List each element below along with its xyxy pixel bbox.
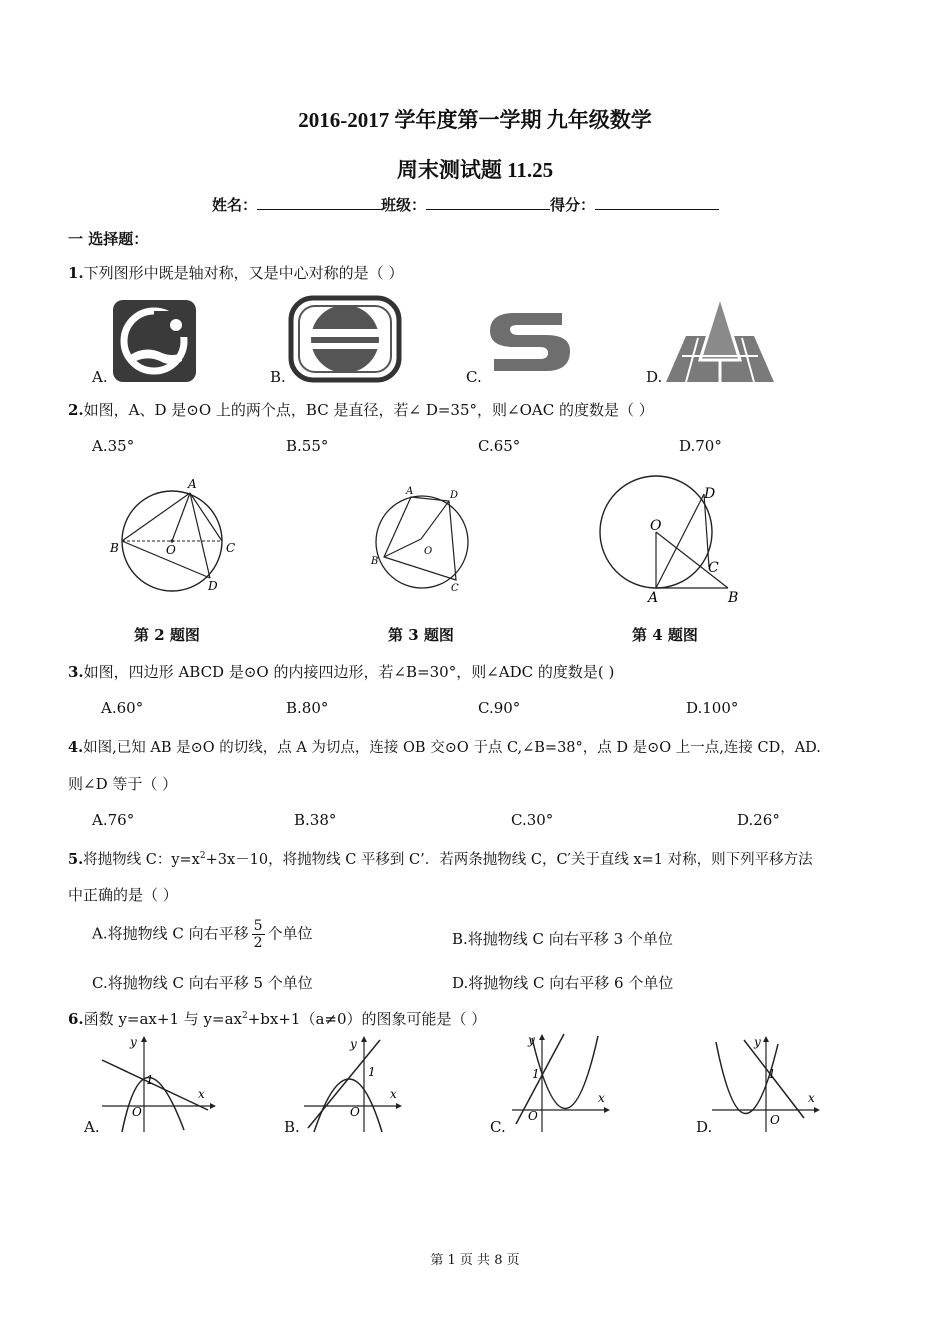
- option-text-post: 个单位: [267, 924, 313, 943]
- page-title: 2016-2017 学年度第一学期 九年级数学: [298, 108, 652, 132]
- origin-label: O: [350, 1105, 360, 1119]
- q2-option-c[interactable]: C.65°: [478, 437, 521, 455]
- student-info-row: [212, 194, 719, 215]
- axis-y-label: y: [130, 1035, 137, 1049]
- question-text: 将抛物线 C：y=x: [83, 852, 200, 868]
- logo-d-image: [662, 294, 778, 384]
- question-1: [68, 262, 403, 283]
- fraction: [252, 918, 265, 951]
- question-4: [68, 736, 821, 757]
- question-number: 2.: [68, 401, 84, 419]
- score-label: 得分：: [550, 196, 596, 214]
- label-b: B: [110, 541, 119, 555]
- axis-x-label: x: [598, 1091, 605, 1105]
- q3-option-d[interactable]: D.100°: [686, 699, 739, 717]
- origin-label: O: [770, 1113, 780, 1127]
- graph-d: [708, 1034, 828, 1134]
- label-a: A: [648, 590, 659, 606]
- label-c: C: [451, 583, 459, 594]
- intercept-label: 1: [768, 1067, 776, 1081]
- section-heading: 一 选择题：: [68, 230, 149, 248]
- label-c: C: [226, 541, 236, 555]
- logo-b-image: [288, 295, 402, 383]
- option-text: A.将抛物线 C 向右平移: [92, 924, 249, 943]
- q2-option-d[interactable]: D.70°: [679, 437, 722, 455]
- label-o: O: [650, 518, 662, 534]
- figure-4-diagram: [596, 474, 746, 608]
- axis-x-label: x: [808, 1091, 815, 1105]
- label-d: D: [450, 490, 459, 501]
- axis-y-label: y: [528, 1033, 535, 1047]
- q4-option-c[interactable]: C.30°: [511, 811, 554, 829]
- question-number: 4.: [68, 739, 84, 756]
- label-c: C: [708, 560, 719, 576]
- q5-option-d[interactable]: D.将抛物线 C 向右平移 6 个单位: [452, 974, 674, 992]
- q3-option-b[interactable]: B.80°: [286, 699, 329, 717]
- q6-option-c[interactable]: C.: [490, 1118, 506, 1136]
- q5-option-c[interactable]: C.将抛物线 C 向右平移 5 个单位: [92, 974, 313, 992]
- figure-3-caption: 第 3 题图: [388, 626, 454, 644]
- intercept-label: 1: [146, 1073, 154, 1087]
- question-text: 如图，A、D 是⊙O 上的两个点，BC 是直径，若∠ D=35°，则∠OAC 的度数是（ ）: [83, 401, 654, 419]
- name-blank[interactable]: [257, 195, 381, 210]
- label-b: B: [371, 556, 379, 567]
- question-5-line2: 中正确的是（ ）: [68, 886, 178, 904]
- q3-option-a[interactable]: A.60°: [101, 699, 144, 717]
- q5-option-a[interactable]: [92, 918, 313, 951]
- question-text: 下列图形中既是轴对称，又是中心对称的是（ ）: [83, 264, 404, 282]
- question-2: [68, 399, 654, 420]
- question-5: [68, 848, 813, 869]
- label-b: B: [728, 590, 739, 606]
- q6-option-b[interactable]: B.: [284, 1118, 300, 1136]
- label-a: A: [188, 477, 197, 491]
- fraction-denominator: 2: [253, 935, 263, 951]
- q2-option-b[interactable]: B.55°: [286, 437, 329, 455]
- graph-a: [98, 1034, 218, 1134]
- axis-x-label: x: [390, 1087, 397, 1101]
- class-label: 班级：: [381, 196, 427, 214]
- q4-option-a[interactable]: A.76°: [92, 811, 135, 829]
- question-number: 5.: [68, 851, 84, 868]
- origin-label: O: [132, 1105, 142, 1119]
- score-blank[interactable]: [595, 195, 719, 210]
- graph-b: [300, 1034, 410, 1134]
- question-number: 6.: [68, 1010, 84, 1028]
- logo-c-image: [484, 305, 574, 375]
- label-o: O: [166, 543, 176, 557]
- intercept-label: 1: [368, 1065, 376, 1079]
- question-text: 如图,已知 AB 是⊙O 的切线，点 A 为切点，连接 OB 交⊙O 于点 C,∠B=38°，点 D 是⊙O 上一点,连接 CD，AD.: [83, 740, 821, 756]
- fraction-numerator: 5: [253, 918, 263, 934]
- name-label: 姓名：: [212, 196, 258, 214]
- q5-option-b[interactable]: B.将抛物线 C 向右平移 3 个单位: [452, 930, 673, 948]
- figure-2-diagram: [104, 474, 244, 598]
- intercept-label: 1: [532, 1067, 540, 1081]
- logo-a-image: [110, 297, 200, 385]
- q6-option-a[interactable]: A.: [84, 1118, 100, 1136]
- question-number: 3.: [68, 663, 84, 681]
- q1-option-c[interactable]: C.: [466, 368, 482, 386]
- q6-option-d[interactable]: D.: [696, 1118, 713, 1136]
- question-number: 1.: [68, 264, 84, 282]
- axis-x-label: x: [198, 1087, 205, 1101]
- page-subtitle: 周末测试题 11.25: [396, 158, 554, 182]
- page-number-footer: 第 1 页 共 8 页: [430, 1253, 520, 1268]
- q2-option-a[interactable]: A.35°: [92, 437, 135, 455]
- q4-option-d[interactable]: D.26°: [737, 811, 780, 829]
- origin-label: O: [528, 1109, 538, 1123]
- question-text-cont: +bx+1（a≠0）的图象可能是（ ）: [247, 1010, 487, 1028]
- axis-y-label: y: [350, 1037, 357, 1051]
- question-text-cont: +3x－10，将抛物线 C 平移到 C’．若两条抛物线 C，C′关于直线 x=1 对称，则下列平移方法: [205, 852, 813, 868]
- q4-option-b[interactable]: B.38°: [294, 811, 337, 829]
- figure-3-diagram: [366, 484, 478, 594]
- axis-y-label: y: [754, 1035, 761, 1049]
- label-o: O: [424, 546, 433, 557]
- figure-2-caption: 第 2 题图: [134, 626, 200, 644]
- exponent: 2: [241, 1011, 248, 1021]
- question-text: 如图，四边形 ABCD 是⊙O 的内接四边形，若∠B=30°，则∠ADC 的度数是( ): [83, 663, 615, 681]
- label-d: D: [208, 579, 218, 593]
- question-4-line2: 则∠D 等于（ ）: [68, 775, 178, 793]
- class-blank[interactable]: [426, 195, 550, 210]
- question-text: 函数 y=ax+1 与 y=ax: [83, 1010, 242, 1028]
- q1-option-d[interactable]: D.: [646, 368, 663, 386]
- q3-option-c[interactable]: C.90°: [478, 699, 521, 717]
- figure-4-caption: 第 4 题图: [632, 626, 698, 644]
- label-d: D: [704, 486, 716, 502]
- graph-c: [508, 1030, 618, 1134]
- question-6: [68, 1008, 486, 1029]
- q1-option-a[interactable]: A.: [92, 368, 108, 386]
- q1-option-b[interactable]: B.: [270, 368, 286, 386]
- label-a: A: [406, 486, 414, 497]
- exponent: 2: [199, 851, 206, 862]
- question-3: [68, 661, 614, 682]
